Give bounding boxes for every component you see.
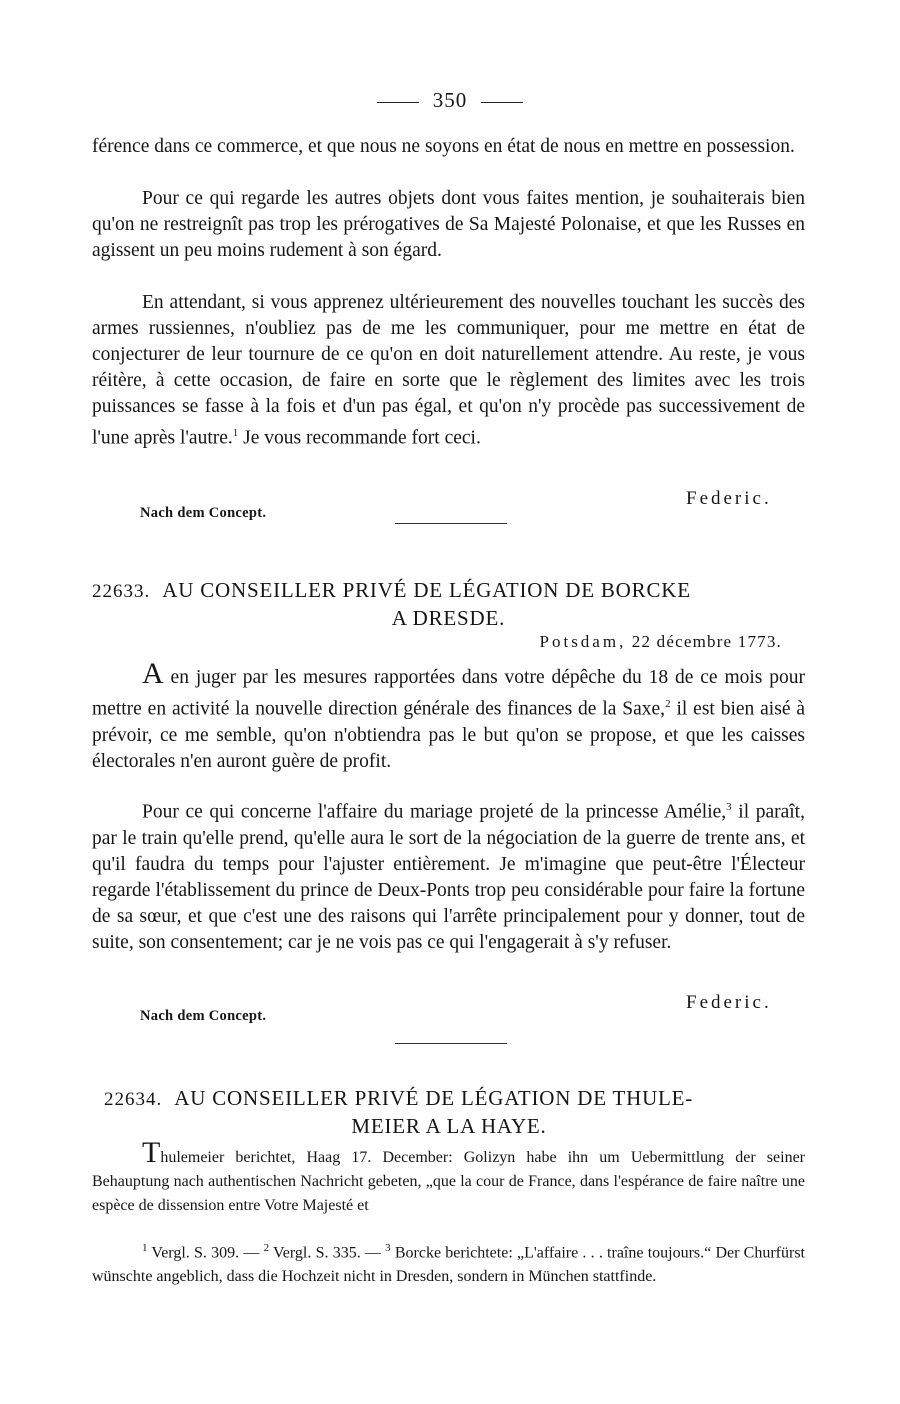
letter-22633-place: Potsdam, [539, 632, 627, 651]
letter-22634-summary-text: hulemeier berichtet, Haag 17. December: Golizyn habe ihn um Uebermittlung der seiner Behauptung nach authentischen Nachricht gebeten, „que la cour de France, dans l'espérance de faire naître une espèce de dissension entre Votre Majesté et [92, 1149, 805, 1214]
letter-22633-paragraph-2 [92, 794, 805, 956]
prev-letter-paragraph-3 [92, 290, 805, 452]
letter-22633-paragraph-1-text-b: il est bien aisé à prévoir, ce me semble, qu'on n'obtiendra pas le but qu'on se propose, et que les caisses électorales n'en auront guère de profit. [92, 698, 806, 772]
letter-22633-date: 22 décembre 1773. [631, 632, 782, 651]
prev-letter-source: Nach dem Concept. [140, 505, 267, 521]
section-divider-1 [395, 523, 507, 524]
header-rule-right [481, 102, 523, 103]
letter-22633-heading [92, 577, 805, 631]
footnotes [92, 1236, 805, 1289]
letter-22634-title-line2: MEIER A LA HAYE. [351, 1114, 547, 1138]
letter-22633-paragraph-2-text-a: Pour ce qui concerne l'affaire du mariage projeté de la princesse Amélie, [142, 801, 727, 823]
letter-22634-dropcap: T [142, 1136, 161, 1169]
prev-letter-paragraph-1: férence dans ce commerce, et que nous ne soyons en état de nous en mettre en possession. [92, 136, 795, 157]
letter-22633-signature: Federic. [686, 992, 772, 1013]
page-header [0, 88, 900, 113]
letter-22633-paragraph-1 [92, 657, 806, 775]
letter-22634-title-line1: AU CONSEILLER PRIVÉ DE LÉGATION DE THULE- [174, 1086, 694, 1110]
letter-22633-title-line2: A DRESDE. [391, 606, 506, 630]
footnote-ref-3: 3 [726, 801, 732, 813]
letter-22633-paragraph-2-text-b: il paraît, par le train qu'elle prend, qu'elle aura le sort de la négociation de la guerre de trente ans, et qu'il faudra du temps pour l'ajuster entièrement. Je m'imagine que peut-être l'Électeur regarde l'établissement du prince de Deux-Ponts trop peu considérable pour faire la fortune de sa sœur, et que c'est une des raisons qui l'arrête principalement pour y donner, tout de suite, son consentement; car je ne vois pas ce qui l'engagerait à s'y refuser. [92, 801, 805, 953]
footnote-3-mark: 3 [385, 1242, 391, 1254]
prev-letter-paragraph-3-end: Je vous recommande fort ceci. [238, 427, 481, 449]
section-divider-2 [395, 1043, 507, 1044]
footnote-ref-1: 1 [232, 427, 239, 439]
footnote-1-text: Vergl. S. 309. — [147, 1244, 264, 1262]
letter-22633-number: 22633. [92, 581, 151, 602]
prev-letter-paragraph-3-text: En attendant, si vous apprenez ultérieurement des nouvelles touchant les succès des armes russiennes, n'oubliez pas de me les communiquer, pour me mettre en état de conjecturer de leur tournure de ce qu'on en doit naturellement attendre. Au reste, je vous réitère, à cette occasion, de faire en sorte que le règlement des limites avec les trois puissances se fasse à la fois et d'un pas égal, et qu'on n'y procède pas successivement de l'une après l'autre. [92, 292, 805, 449]
prev-letter-signature: Federic. [686, 488, 772, 509]
footnote-2-text: Vergl. S. 335. — [269, 1244, 386, 1262]
letter-22633-title-line1: AU CONSEILLER PRIVÉ DE LÉGATION DE BORCKE [162, 578, 691, 602]
letter-22634-heading [104, 1085, 794, 1139]
letter-22633-dateline [540, 632, 782, 652]
letter-22633-dropcap: A [142, 657, 164, 690]
letter-22634-number: 22634. [104, 1089, 163, 1110]
footnote-3-text: Borcke berichtete: „L'affaire . . . traîne toujours.“ Der Churfürst wünschte angeblich, dass die Hochzeit nicht in Dresden, sondern in München stattfinde. [92, 1244, 805, 1286]
letter-22633-source: Nach dem Concept. [140, 1008, 267, 1024]
footnote-ref-2: 2 [665, 698, 671, 710]
footnote-2-mark: 2 [263, 1242, 270, 1254]
header-rule-left [377, 102, 419, 103]
prev-letter-paragraph-2: Pour ce qui regarde les autres objets dont vous faites mention, je souhaiterais bien qu'on ne restreignît pas trop les prérogatives de Sa Majesté Polonaise, et que les Russes en agissent un peu moins rudement à son égard. [92, 188, 805, 261]
letter-22634-summary [92, 1136, 805, 1218]
page-number: 350 [432, 88, 468, 112]
footnote-1-mark: 1 [142, 1242, 148, 1254]
letter-22633-paragraph-1-text-a: en juger par les mesures rapportées dans votre dépêche du 18 de ce mois pour mettre en activité la nouvelle direction générale des finances de la Saxe, [92, 667, 805, 720]
